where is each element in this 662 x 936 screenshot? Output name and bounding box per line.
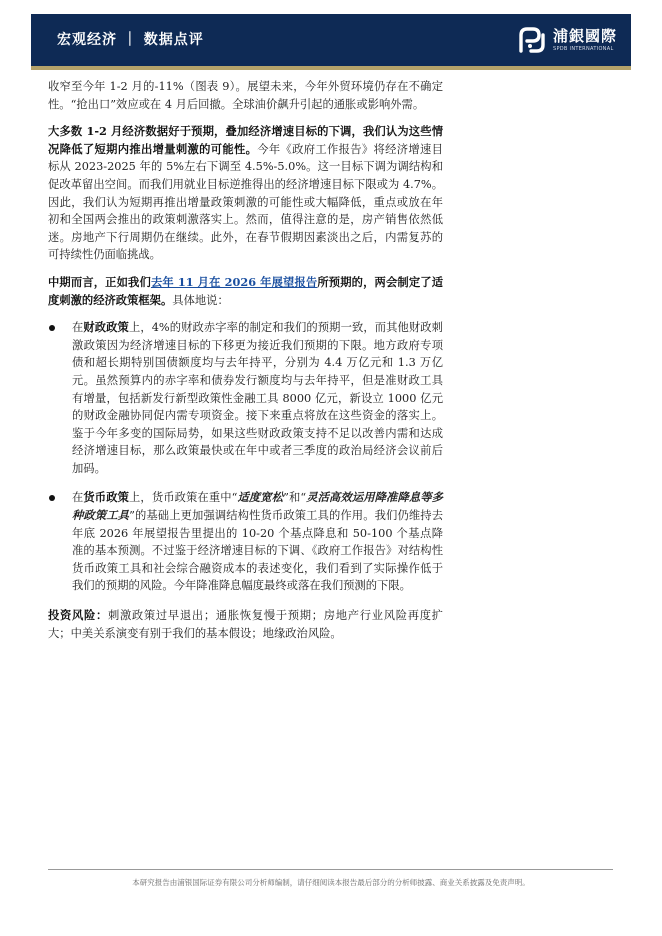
trade-outlook-text: 收窄至今年 1-2 月的-11%（图表 9）。展望未来，今年外贸环境仍存在不确定性。“抢出口”效应或在 4 月后回撤。全球油价飙升引起的通胀或影响外需。 [48, 80, 443, 111]
fiscal-policy-label: 财政政策 [83, 320, 129, 335]
paragraph-investment-risk [48, 607, 443, 642]
paragraph-stimulus-outlook [48, 123, 443, 264]
report-body [48, 78, 443, 652]
bullet-icon [49, 495, 55, 501]
company-name: 浦銀國際 [552, 26, 617, 45]
stimulus-key-finding: 大多数 1-2 月经济数据好于预期，叠加经济增速目标的下调，我们认为这些情况降低了短期内推出增量刺激的可能性。 [48, 124, 443, 156]
investment-risk-text: 刺激政策过早退出；通胀恢复慢于预期；房地产行业风险再度扩大；中美关系演变有别于我们的基本假设；地缘政治风险。 [48, 609, 443, 640]
company-logo [517, 24, 617, 56]
report-category-title: 宏观经济 ｜ 数据点评 [57, 32, 204, 48]
monetary-policy-label: 货币政策 [83, 490, 130, 505]
fiscal-prefix: 在 [72, 321, 84, 335]
investment-risk-label: 投资风险： [48, 608, 108, 623]
paragraph-policy-framework [48, 274, 443, 309]
header-accent-bar [31, 66, 631, 70]
monetary-policy-text: ”的基础上更加强调结构性货币政策工具的作用。我们仍维持去年底 2026 年展望报告里提出的 10-20 个基点降息和 50-100 个基点降准的基本预测。不过鉴于经济增速目标的下调、《政府工作报告》对结构性货币政策工具和社会综合融资成本的表述变化，我们看到了实际操作低于我们的预期的风险。今年降准降息幅度最终或落在我们预测的下限。 [72, 509, 443, 593]
report-header [31, 14, 631, 66]
paragraph-trade-outlook [48, 78, 443, 113]
company-name-en: SPDB INTERNATIONAL [552, 45, 614, 52]
monetary-prefix: 在 [72, 491, 84, 505]
monetary-text-a: 上，货币政策在重中“ [129, 491, 238, 505]
policy-framework-lead: 中期而言，正如我们 [48, 274, 151, 289]
monetary-text-b: ”和“ [283, 491, 307, 505]
bullet-icon [49, 325, 55, 331]
fiscal-policy-text: 上，4%的财政赤字率的制定和我们的预期一致，而其他财政刺激政策因为经济增速目标的下移更为接近我们预期的下限。地方政府专项债和超长期特别国债额度均与去年持平，分别为 4.4 万亿元和 1.3 万亿元。虽然预算内的赤字率和债券发行额度均与去年持平，但是准财政工具有增量，包括新发行新型政策性金融工具 8000 亿元，新设立 1000 亿元的财政金融协同促内需专项资金。接下来重点将放在这些资金的落实上。鉴于今年多变的国际局势，如果这些财政政策支持不足以改善内需和达成经济增速目标，那么政策最快或在年中或者三季度的政治局经济会议前后加码。 [72, 321, 443, 475]
list-item-fiscal-policy [48, 319, 443, 477]
policy-framework-intro: 具体地说： [172, 293, 229, 307]
monetary-quote-tools: 灵活高效运用降准降息等多种政策工具 [72, 490, 443, 523]
outlook-report-link[interactable]: 去年 11 月在 2026 年展望报告 [150, 274, 318, 289]
list-item-monetary-policy [48, 489, 443, 595]
footer-disclaimer: 本研究报告由浦银国际证券有限公司分析师编制，请仔细阅读本报告最后部分的分析师披露、商业关系披露及免责声明。 [132, 878, 530, 887]
monetary-quote-easing: 适度宽松 [237, 490, 284, 505]
spdb-logo-icon [517, 25, 547, 55]
policy-framework-conclusion: 所预期的，两会制定了适度刺激的经济政策框架。 [48, 274, 443, 307]
stimulus-detail-text: 今年《政府工作报告》将经济增速目标从 2023-2025 年的 5%左右下调至 4.5%-5.0%。这一目标下调为调结构和促改革留出空间。而我们用就业目标逆推得出的经济增速目标下限或为 4.7%。因此，我们认为短期再推出增量政策刺激的可能性或大幅降低，重点或放在年初和全国两会推出的政策刺激落实上。然而，值得注意的是，房产销售依然低迷。房地产下行周期仍在继续。此外，在春节假期因素淡出之后，内需复苏的可持续性仍面临挑战。 [48, 142, 443, 262]
footer-divider [48, 869, 613, 870]
